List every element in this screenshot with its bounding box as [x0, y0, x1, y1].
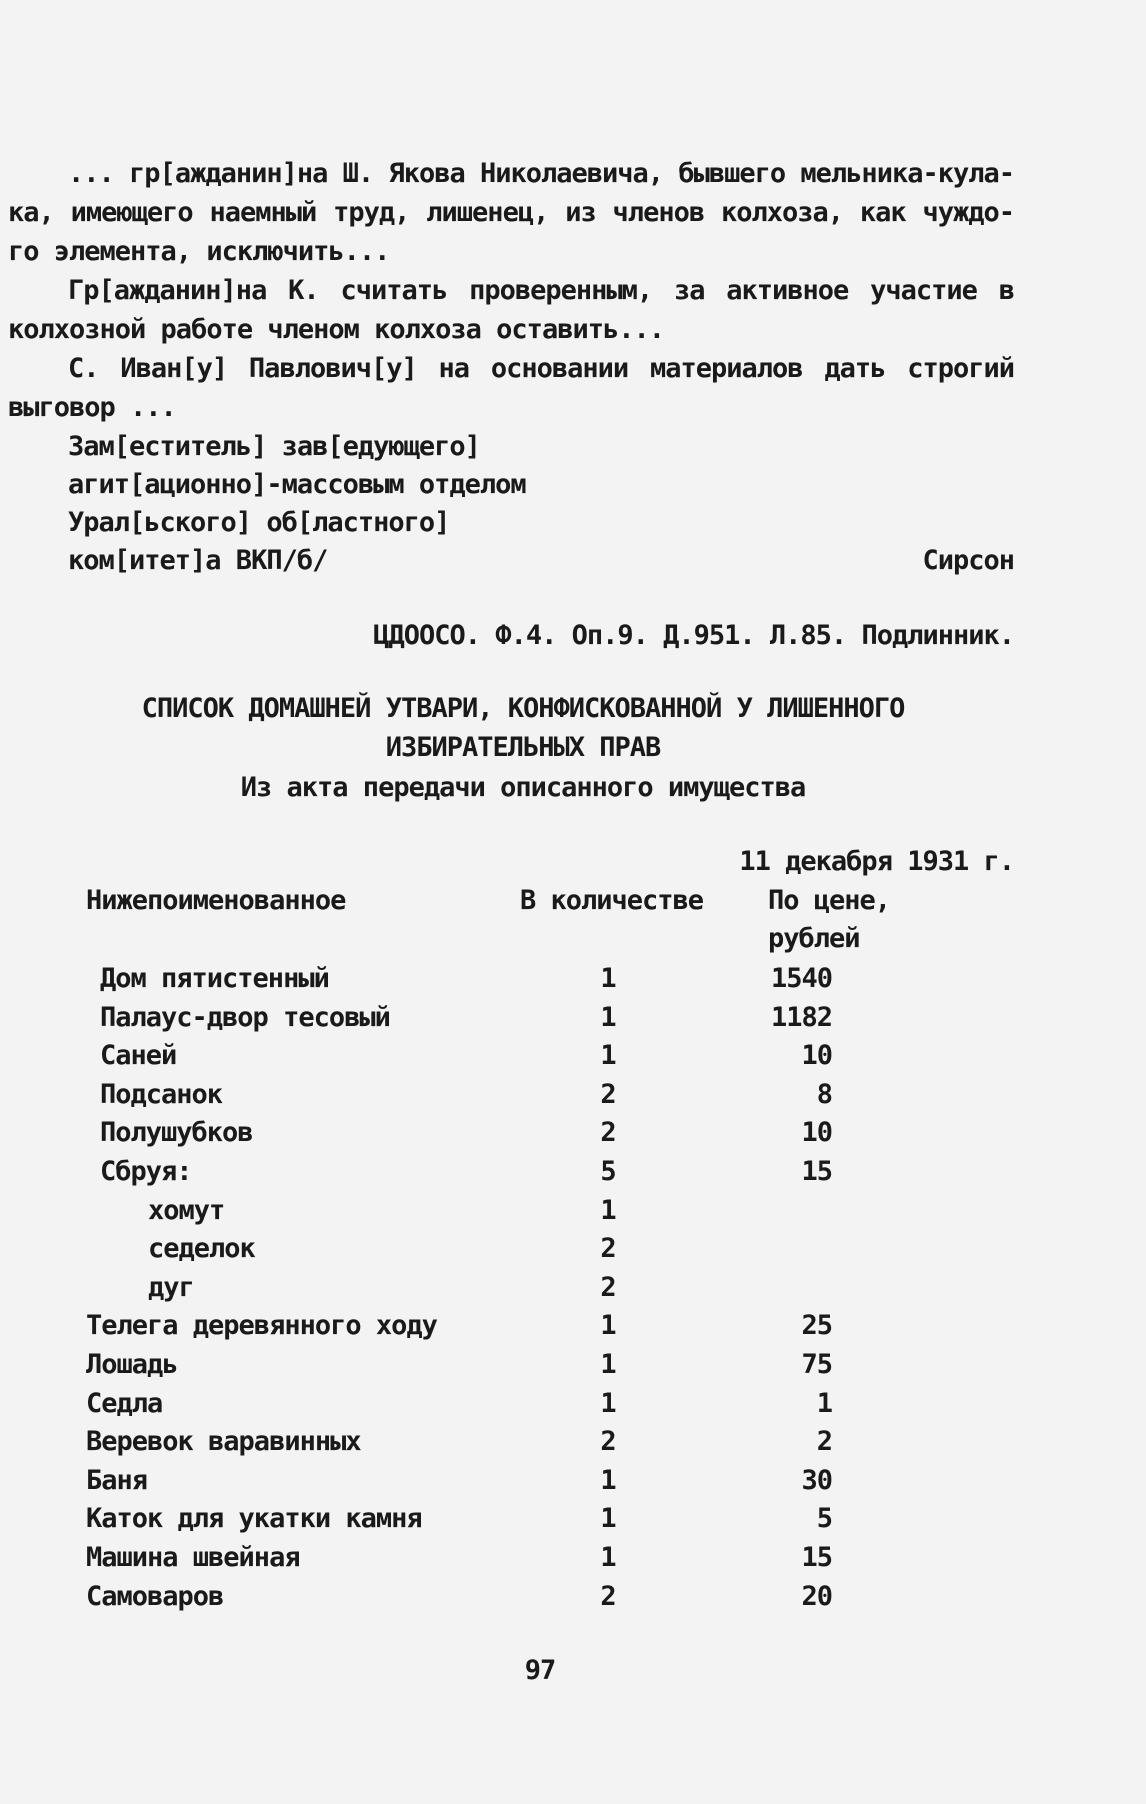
item-quantity: 1: [600, 1194, 616, 1226]
item-name: седелок: [148, 1233, 255, 1265]
letter-p1-line-3: го элемента, исключить...: [8, 236, 390, 267]
item-name: Полушубков: [100, 1117, 253, 1149]
item-price: 15: [801, 1156, 832, 1187]
item-price: 75: [801, 1349, 832, 1380]
header-name: Нижепоименованное: [86, 885, 346, 916]
item-quantity: 2: [600, 1233, 616, 1265]
item-price: 20: [801, 1580, 832, 1612]
item-quantity: 1: [600, 1310, 616, 1342]
item-price: 5: [816, 1503, 832, 1535]
signature: Сирсон: [922, 545, 1014, 576]
signer-line-3: Урал[ьского] об[ластного]: [68, 507, 450, 538]
item-price: 25: [801, 1310, 832, 1342]
header-price-line-2: рублей: [768, 923, 860, 954]
item-name: Веревок варавинных: [86, 1426, 361, 1458]
item-price: 1: [816, 1387, 832, 1419]
item-quantity: 2: [600, 1117, 616, 1149]
item-name: Саней: [100, 1040, 177, 1072]
item-name: Телега деревянного ходу: [86, 1310, 437, 1342]
item-name: Баня: [86, 1464, 148, 1496]
item-quantity: 1: [600, 1503, 616, 1535]
item-name: Самоваров: [86, 1580, 224, 1612]
item-price: 1540: [770, 963, 832, 994]
item-quantity: 1: [600, 963, 616, 994]
item-quantity: 1: [600, 1464, 616, 1496]
item-name: хомут: [148, 1194, 225, 1226]
item-name: Каток для укатки камня: [86, 1503, 422, 1535]
item-name: Подсанок: [100, 1078, 223, 1110]
item-quantity: 2: [600, 1078, 616, 1110]
page-number: 97: [524, 1655, 556, 1686]
item-price: 15: [801, 1542, 832, 1573]
list-title-line-1: СПИСОК ДОМАШНЕЙ УТВАРИ, КОНФИСКОВАННОЙ У ЛИШЕННОГО: [141, 693, 905, 724]
item-quantity: 2: [600, 1426, 616, 1458]
item-name: Дом пятистенный: [100, 963, 329, 994]
signer-line-4: ком[итет]а ВКП/б/: [68, 545, 328, 576]
signer-line-1: Зам[еститель] зав[едующего]: [68, 431, 480, 462]
item-name: Палаус-двор тесовый: [100, 1001, 390, 1033]
item-price: 1182: [770, 1001, 832, 1033]
list-subtitle: Из акта передачи описанного имущества: [240, 772, 806, 803]
signer-line-2: агит[ационно]-массовым отделом: [68, 469, 526, 500]
list-date: 11 декабря 1931 г.: [739, 846, 1014, 877]
item-price: 30: [801, 1464, 832, 1496]
archive-reference: ЦДООСО. Ф.4. Оп.9. Д.951. Л.85. Подлинник.: [373, 620, 1014, 651]
item-quantity: 1: [600, 1349, 616, 1380]
item-name: Сбруя:: [100, 1156, 192, 1187]
item-name: Лошадь: [86, 1349, 178, 1380]
letter-p2-line-2: колхозной работе членом колхоза оставить...: [8, 314, 664, 345]
header-qty: В количестве: [520, 885, 704, 916]
letter-p2-line-1: Гр[ажданин]на К. считать проверенным, за активное участие в: [68, 275, 1014, 306]
item-price: 10: [801, 1117, 832, 1149]
letter-p3-line-2: выговор ...: [8, 392, 176, 423]
item-price: 10: [801, 1040, 832, 1072]
item-name: Седла: [86, 1387, 163, 1419]
item-name: дуг: [148, 1271, 194, 1303]
item-quantity: 1: [600, 1387, 616, 1419]
letter-p1-line-1: ... гр[ажданин]на Ш. Якова Николаевича, бывшего мельника-кула-: [68, 158, 1014, 189]
header-price-line-1: По цене,: [768, 885, 891, 916]
list-title-line-2: ИЗБИРАТЕЛЬНЫХ ПРАВ: [385, 732, 661, 763]
item-quantity: 2: [600, 1580, 616, 1612]
item-price: 8: [816, 1078, 832, 1110]
item-quantity: 2: [600, 1271, 616, 1303]
item-name: Машина швейная: [86, 1542, 300, 1573]
item-quantity: 1: [600, 1542, 616, 1573]
item-quantity: 1: [600, 1001, 616, 1033]
letter-p3-line-1: С. Иван[у] Павлович[у] на основании материалов дать строгий: [68, 353, 1014, 384]
item-quantity: 1: [600, 1040, 616, 1072]
item-quantity: 5: [600, 1156, 616, 1187]
item-price: 2: [816, 1426, 832, 1458]
letter-p1-line-2: ка, имеющего наемный труд, лишенец, из членов колхоза, как чуждо-: [8, 197, 1014, 228]
